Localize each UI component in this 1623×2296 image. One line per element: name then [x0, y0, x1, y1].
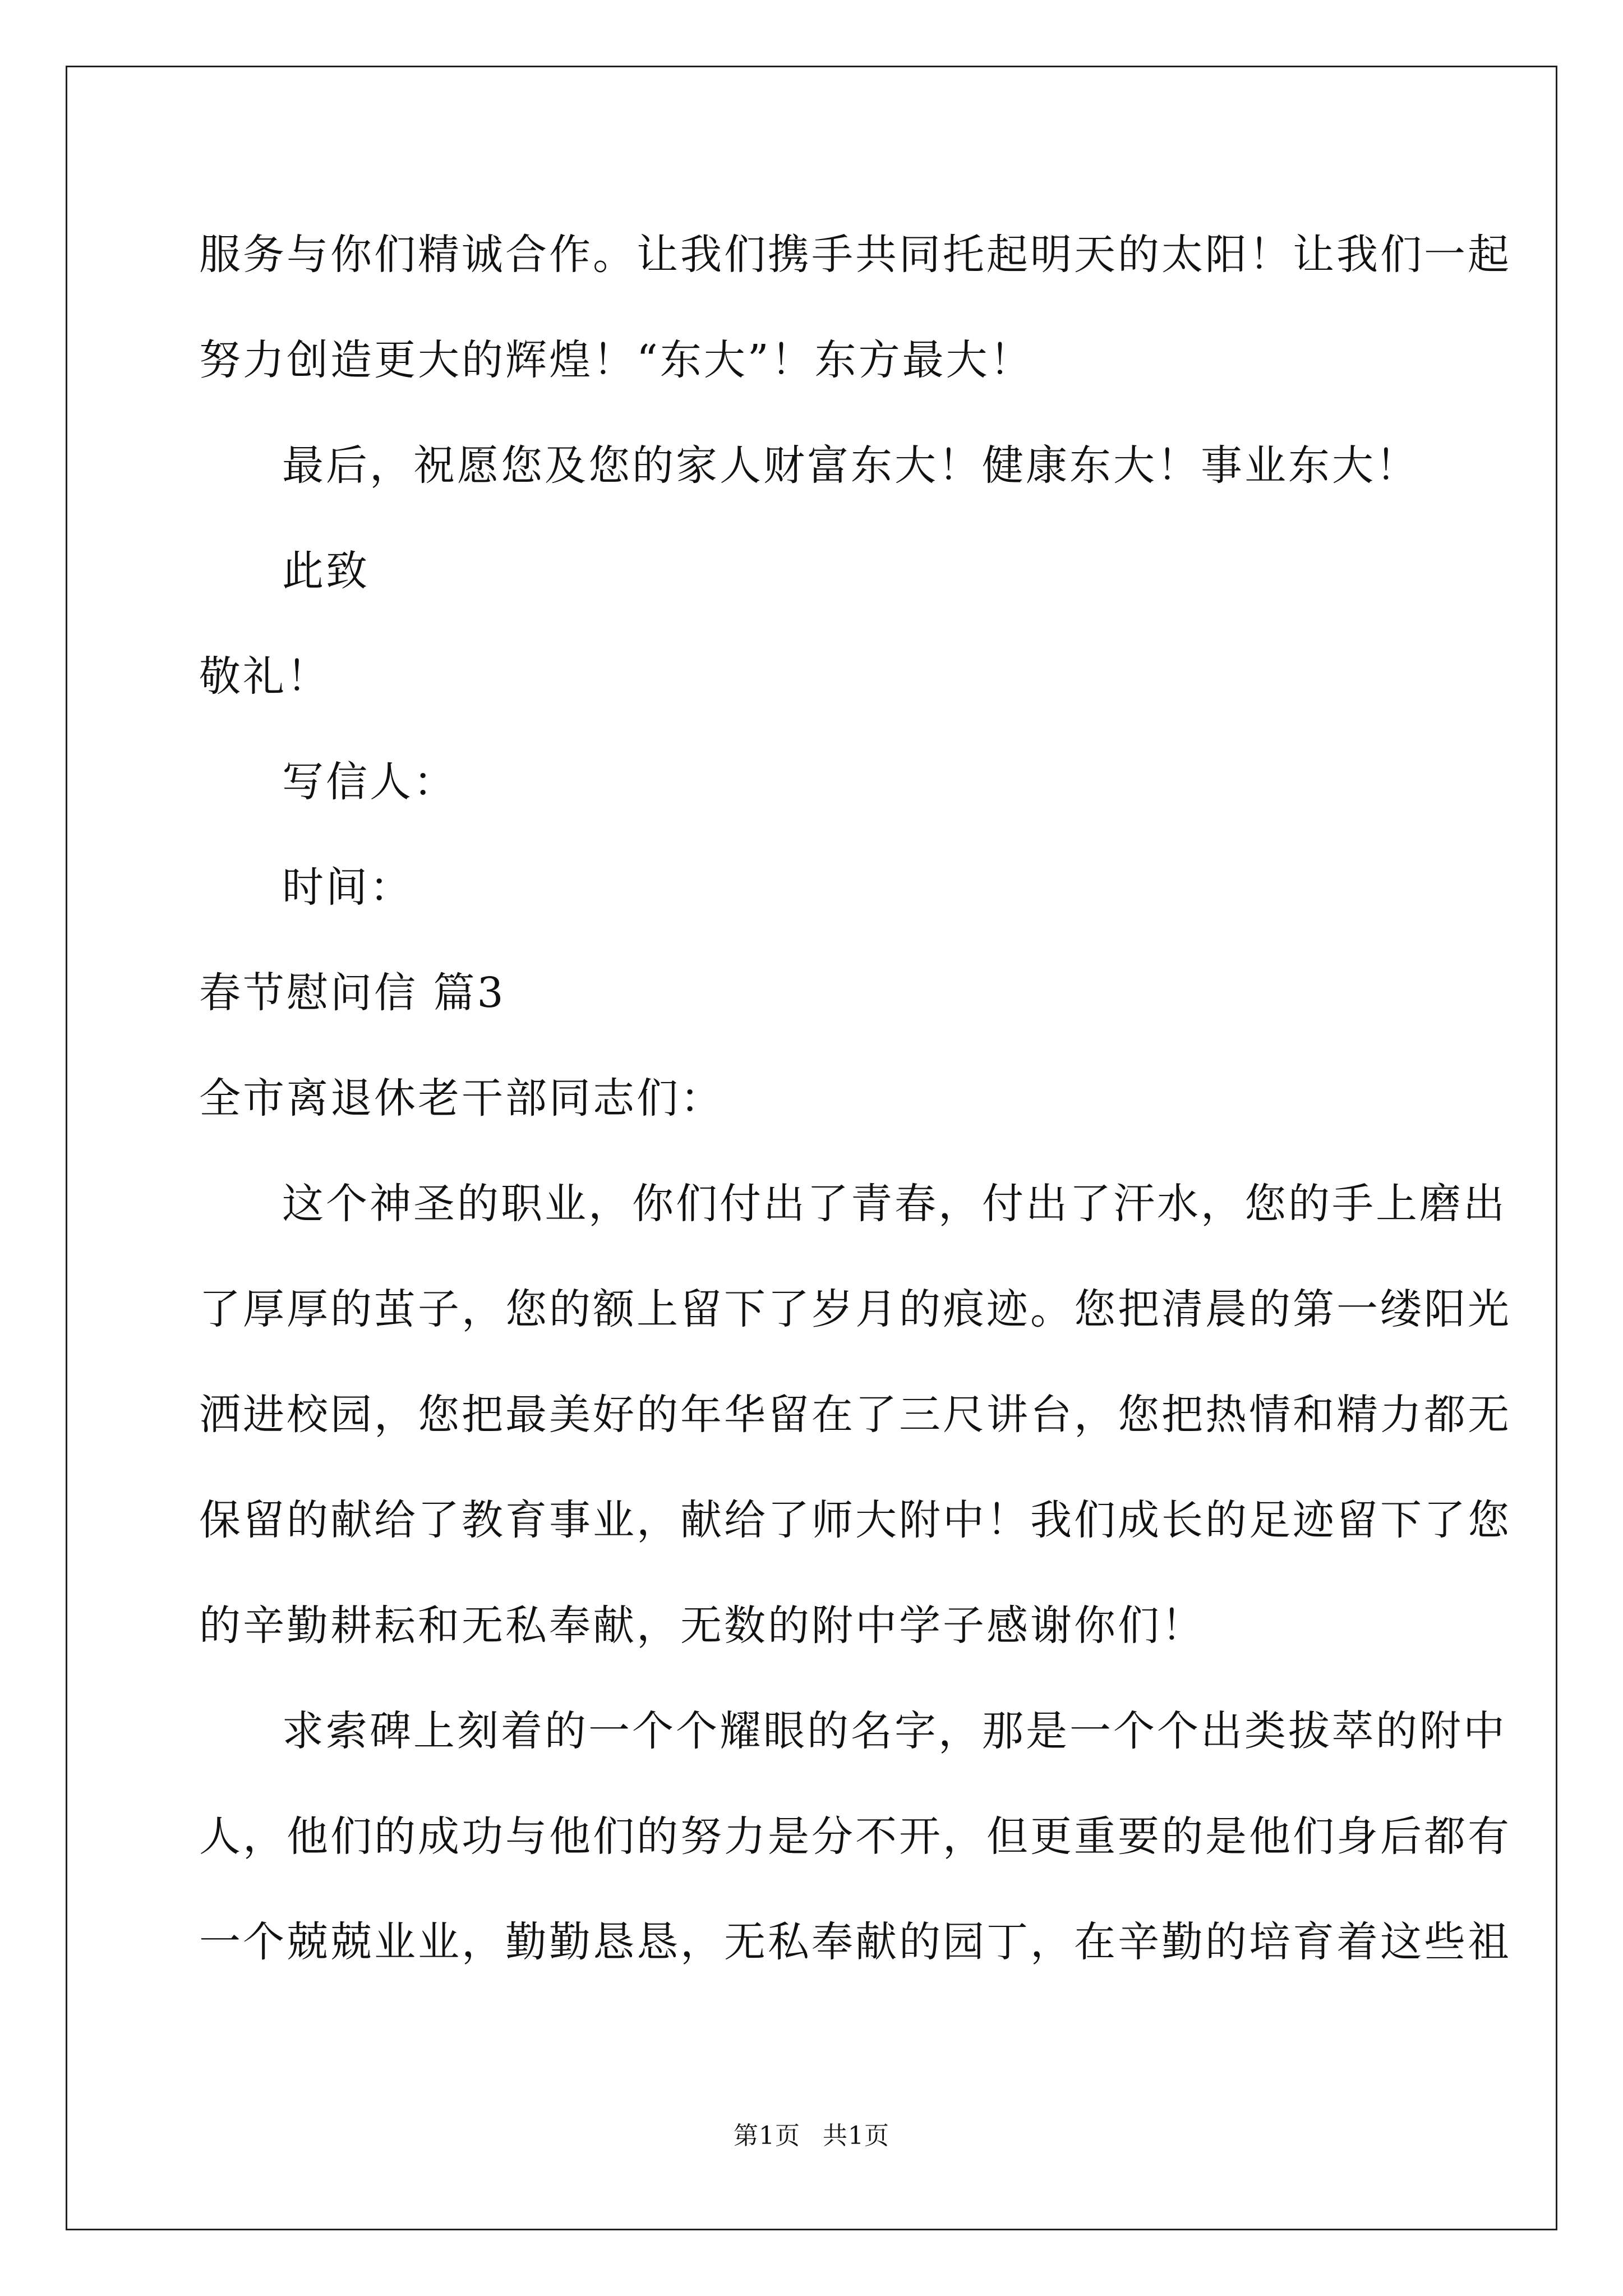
text-line: 的辛勤耕耘和无私奉献，无数的附中学子感谢你们！	[199, 1602, 1205, 1650]
section-title: 春节慰问信 篇3	[199, 969, 506, 1017]
text-line: 最后，祝愿您及您的家人财富东大！健康东大！事业东大！	[282, 441, 1419, 490]
text-line: 保留的献给了教育事业，献给了师大附中！我们成长的足迹留下了您	[199, 1496, 1511, 1544]
writer-field: 写信人：	[282, 758, 457, 806]
text-line: 人，他们的成功与他们的努力是分不开，但更重要的是他们身后都有	[199, 1812, 1511, 1861]
text-line: 努力创造更大的辉煌！“东大”！东方最大！	[199, 336, 1034, 384]
letter-greeting: 全市离退休老干部同志们：	[199, 1074, 724, 1122]
page-footer	[0, 2119, 1623, 2153]
text-line: 服务与你们精诚合作。让我们携手共同托起明天的太阳！让我们一起	[199, 231, 1511, 279]
page-number: 第1页	[734, 2122, 800, 2150]
document-body	[199, 202, 1511, 1995]
page-total: 共1页	[823, 2122, 889, 2150]
date-field: 时间：	[282, 863, 413, 912]
text-line: 了厚厚的茧子，您的额上留下了岁月的痕迹。您把清晨的第一缕阳光	[199, 1285, 1511, 1333]
closing-salutation: 此致	[282, 547, 370, 595]
text-line: 洒进校园，您把最美好的年华留在了三尺讲台，您把热情和精力都无	[199, 1391, 1511, 1439]
closing-respect: 敬礼！	[199, 652, 330, 701]
text-line: 一个兢兢业业，勤勤恳恳，无私奉献的园丁，在辛勤的培育着这些祖	[199, 1918, 1511, 1966]
text-line: 这个神圣的职业，你们付出了青春，付出了汗水，您的手上磨出	[282, 1180, 1507, 1228]
text-line: 求索碑上刻着的一个个耀眼的名字，那是一个个出类拔萃的附中	[282, 1707, 1507, 1755]
